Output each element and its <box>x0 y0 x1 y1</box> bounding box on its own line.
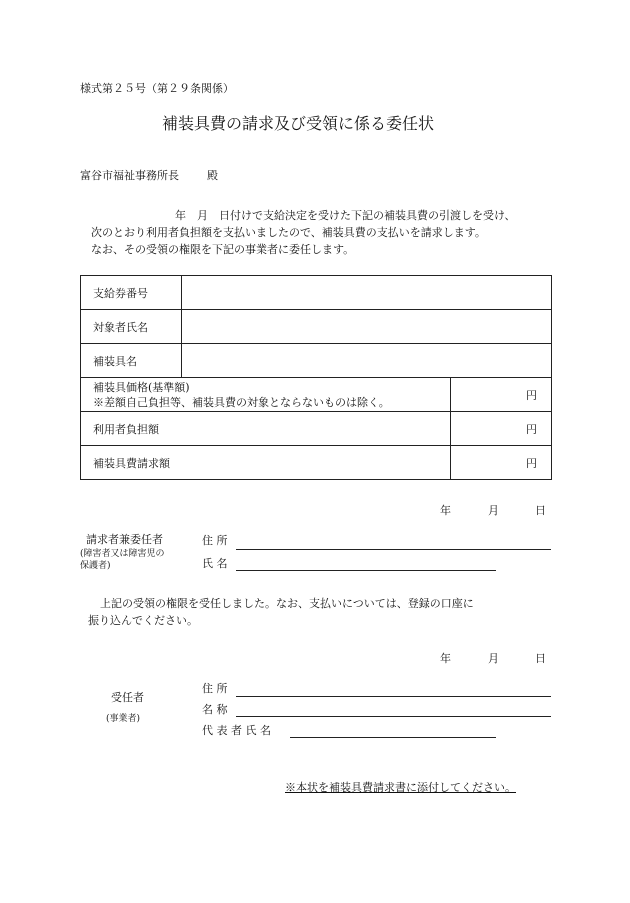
field-claim-amount[interactable] <box>451 446 552 480</box>
requester-address-label: 住 所 <box>202 534 228 547</box>
requester-note-2: 保護者) <box>80 561 111 571</box>
requester-name-label: 氏 名 <box>202 557 228 570</box>
agent-address-line[interactable] <box>236 696 551 697</box>
date2-day: 日 <box>535 652 546 665</box>
field-device-name[interactable] <box>182 344 552 378</box>
agent-rep-line[interactable] <box>290 737 496 738</box>
intro-line-3: なお、その受領の権限を下記の事業者に委任します。 <box>91 243 355 256</box>
date2-month: 月 <box>488 652 499 665</box>
table-row <box>81 310 552 344</box>
label-claim-amount: 補装具費請求額 <box>81 446 451 480</box>
date1-day: 日 <box>535 504 546 517</box>
table-row <box>81 276 552 310</box>
form-number: 様式第２５号（第２９条関係） <box>80 82 234 95</box>
table-row <box>81 412 552 446</box>
agent-name-line[interactable] <box>236 716 551 717</box>
field-device-price[interactable] <box>451 378 552 412</box>
agent-address-label: 住 所 <box>202 682 228 695</box>
date1-year: 年 <box>440 504 451 517</box>
agent-note: (事業者) <box>106 714 141 724</box>
field-voucher-number[interactable] <box>182 276 552 310</box>
addressee-name: 富谷市福祉事務所長 <box>80 169 179 182</box>
acceptance-line-2: 振り込んでください。 <box>88 614 198 627</box>
requester-name-line[interactable] <box>236 570 496 571</box>
date2-year: 年 <box>440 652 451 665</box>
label-device-name: 補装具名 <box>81 344 182 378</box>
yen-unit: 円 <box>526 388 537 402</box>
footer-note: ※本状を補装具費請求書に添付してください。 <box>285 781 516 794</box>
field-user-burden[interactable] <box>451 412 552 446</box>
device-price-label: 補装具価格(基準額) <box>93 380 190 394</box>
claim-table <box>80 275 552 480</box>
label-subject-name: 対象者氏名 <box>81 310 182 344</box>
field-subject-name[interactable] <box>182 310 552 344</box>
requester-note-1: (障害者又は障害児の <box>80 549 165 559</box>
intro-line-2: 次のとおり利用者負担額を支払いましたので、補装具費の支払いを請求します。 <box>91 226 486 239</box>
table-row <box>81 378 552 412</box>
addressee-honorific: 殿 <box>207 169 218 182</box>
label-user-burden: 利用者負担額 <box>81 412 451 446</box>
yen-unit: 円 <box>526 422 537 436</box>
agent-name-label: 名 称 <box>202 703 228 716</box>
intro-line-1: 年 月 日付けで支給決定を受けた下記の補装具費の引渡しを受け、 <box>175 209 516 222</box>
acceptance-line-1: 上記の受領の権限を受任しました。なお、支払いについては、登録の口座に <box>100 597 474 610</box>
label-voucher-number: 支給券番号 <box>81 276 182 310</box>
device-price-note: ※差額自己負担等、補装具費の対象とならないものは除く。 <box>93 395 390 409</box>
date1-month: 月 <box>488 504 499 517</box>
agent-rep-label: 代 表 者 氏 名 <box>202 724 271 737</box>
yen-unit: 円 <box>526 456 537 470</box>
requester-address-line[interactable] <box>236 549 551 550</box>
agent-label: 受任者 <box>111 691 144 704</box>
table-row <box>81 446 552 480</box>
label-device-price <box>81 378 451 412</box>
page-title: 補装具費の請求及び受領に係る委任状 <box>162 114 435 133</box>
table-row <box>81 344 552 378</box>
requester-label: 請求者兼委任者 <box>86 533 163 546</box>
